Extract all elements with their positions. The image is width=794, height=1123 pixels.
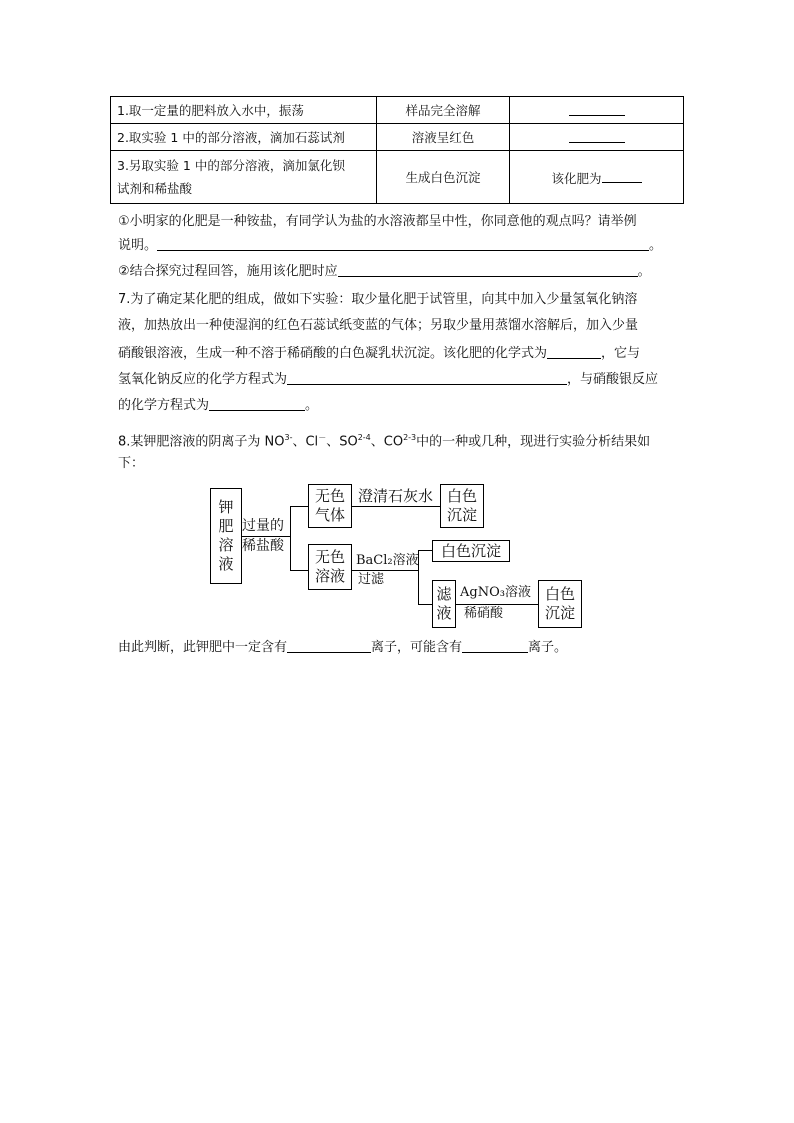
q7-line2: 液，加热放出一种使湿润的红色石蕊试纸变蓝的气体；另取少量用蒸馏水溶解后，加入少量 [118,318,639,333]
filtrate-box: 滤 液 [432,580,456,628]
q7-text: 。 [305,398,319,413]
ion-charge: 2-3 [403,433,417,442]
table-row [111,124,684,151]
phenomenon-cell: 生成白色沉淀 [377,151,510,204]
connector-line [456,604,538,605]
connector-line [418,604,432,605]
reagent-label: 澄清石灰水 [358,487,434,505]
connector-line [418,550,419,604]
q7-line4 [118,370,682,390]
connector-line [418,550,432,551]
table-row [111,151,684,204]
q7-text: 的化学方程式为 [118,398,210,413]
q8-line1 [118,428,682,452]
start-box: 钾 肥 溶 液 [210,488,242,584]
reagent-label: AgNO₃溶液 [460,585,531,600]
conclusion-cell[interactable] [510,151,684,204]
q2-line [118,262,682,282]
q1-line1: ①小明家的化肥是一种铵盐，有同学认为盐的水溶液都呈中性，你同意他的观点吗？请举例 [118,214,637,229]
conclusion-text: 离子，可能含有 [371,640,463,655]
step-cell [111,151,377,204]
q2-prefix: ②结合探究过程回答，施用该化肥时应 [118,264,338,279]
conclusion-text: 该化肥为 [551,170,602,186]
step-line: 试剂和稀盐酸 [117,181,193,196]
q1-prefix: 说明。 [118,238,158,253]
reagent-label: 过滤 [358,572,385,587]
q8-text: 8.某钾肥溶液的阴离子为 NO [118,434,285,450]
precipitate-box: 白色 沉淀 [440,484,484,528]
connector-line [290,506,308,507]
answer-blank[interactable] [338,262,638,277]
reagent-label: 稀盐酸 [242,538,284,554]
connector-line [290,570,308,571]
conclusion-line [118,638,682,658]
q1-line2 [118,236,682,256]
q8-text: 、Cl [292,434,319,450]
step-line: 3.另取实验 1 中的部分溶液，滴加氯化钡 [117,158,345,173]
phenomenon-cell: 样品完全溶解 [377,97,510,124]
conclusion-blank-cell[interactable] [510,124,684,151]
conclusion-text: 离子。 [528,640,568,655]
connector-line [352,506,442,507]
connector-line [242,536,290,537]
solution-box: 无色 溶液 [308,544,352,590]
phenomenon-cell: 溶液呈红色 [377,124,510,151]
table-row [111,97,684,124]
gas-box: 无色 气体 [308,484,352,528]
step-cell: 2.取实验 1 中的部分溶液，滴加石蕊试剂 [111,124,377,151]
q7-line3 [118,344,682,364]
answer-blank[interactable] [462,638,528,653]
flow-diagram [208,482,598,632]
answer-blank[interactable] [157,236,649,251]
q2-suffix: 。 [637,264,651,279]
answer-blank[interactable] [547,344,601,359]
reagent-label: 稀硝酸 [464,606,504,621]
q7-text: ，它与 [601,346,641,361]
conclusion-text: 由此判断，此钾肥中一定含有 [118,640,288,655]
q7-line1: 7.为了确定某化肥的组成，做如下实验：取少量化肥于试管里，向其中加入少量氢氧化钠溶 [118,292,638,307]
connector-line [352,570,418,571]
q7-text: 氢氧化钠反应的化学方程式为 [118,372,288,387]
q7-text: 硝酸银溶液，生成一种不溶于稀硝酸的白色凝乳状沉淀。该化肥的化学式为 [118,346,548,361]
connector-line [290,506,291,570]
q1-suffix: 。 [649,238,663,253]
experiment-table [110,96,684,204]
step-cell: 1.取一定量的肥料放入水中，振荡 [111,97,377,124]
q7-text: ，与硝酸银反应 [567,372,659,387]
answer-blank[interactable] [209,396,305,411]
q8-text: 、SO [326,434,358,450]
q8-text: 中的一种或几种，现进行实验分析结果如 [416,434,651,450]
answer-blank[interactable] [287,638,371,653]
q8-text: 、CO [370,434,404,450]
precipitate-box: 白色沉淀 [432,540,510,562]
ion-charge: 3- [284,433,293,442]
reagent-label: BaCl₂溶液 [356,553,419,568]
q7-line5 [118,396,682,416]
ion-charge: － [318,433,327,442]
q8-line2: 下： [118,456,145,471]
precipitate-box: 白色 沉淀 [538,580,582,628]
conclusion-blank-cell[interactable] [510,97,684,124]
reagent-label: 过量的 [242,518,284,534]
answer-blank[interactable] [287,370,567,385]
ion-charge: 2-4 [357,433,371,442]
